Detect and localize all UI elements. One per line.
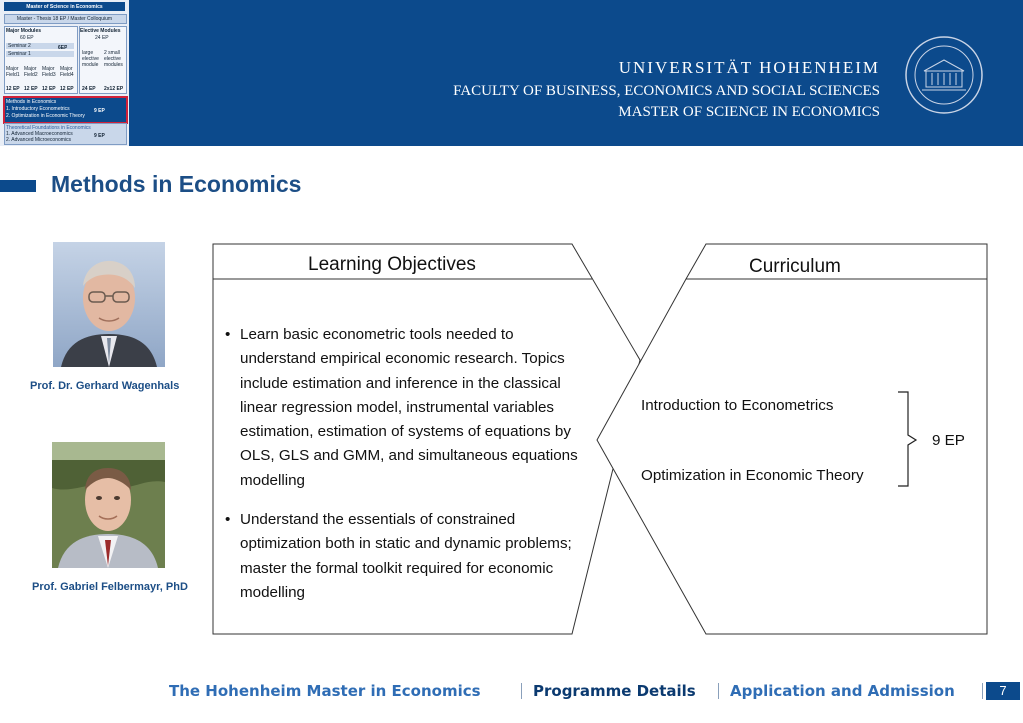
page-number: 7 — [986, 682, 1020, 700]
thumb-large-ep: 24 EP — [82, 86, 96, 92]
university-name: UNIVERSITÄT HOHENHEIM — [618, 58, 880, 77]
thumb-found-item-1: 1. Advanced Macroeconomics — [6, 131, 73, 137]
thumb-sem-ep: 6EP — [58, 45, 68, 51]
thumb-methods-item-1: 1. Introductory Econometrics — [6, 106, 70, 112]
curriculum-box — [597, 244, 987, 634]
thumb-field-ep-1: 12 EP — [6, 86, 20, 92]
nav-separator-3 — [982, 683, 983, 699]
nav-link-hohenheim-master[interactable]: The Hohenheim Master in Economics — [169, 682, 481, 700]
thumb-title: Master of Science in Economics — [26, 4, 103, 10]
thumb-found-ep: 9 EP — [94, 133, 105, 139]
page-title: Methods in Economics — [51, 171, 302, 197]
objective-item-1: • Learn basic econometric tools needed to understand empirical economic research. Topics include estimation and inference in the classical linear regression model, instrumental variables estimation, estimation of systems of equations by OLS, GLS and GMM, and simultaneous equations modelling — [223, 323, 593, 493]
curriculum-title: Curriculum — [749, 256, 841, 277]
thumb-field-ep-4: 12 EP — [60, 86, 74, 92]
thumb-field-2: Major Field2 — [24, 66, 38, 78]
thumb-elective-ep: 24 EP — [95, 35, 109, 41]
programme-name: MASTER OF SCIENCE IN ECONOMICS — [618, 104, 880, 120]
footer-nav — [0, 681, 1023, 701]
thumb-small-elective: 2 small elective modules — [104, 50, 123, 68]
nav-separator-2 — [718, 683, 719, 699]
professor-name-1: Prof. Dr. Gerhard Wagenhals — [30, 380, 180, 392]
thumb-major-ep: 60 EP — [20, 35, 34, 41]
nav-separator-1 — [521, 683, 522, 699]
thumb-seminar1: Seminar 1 — [8, 51, 31, 57]
thumb-small-ep: 2x12 EP — [104, 86, 124, 92]
thumb-elective-label: Elective Modules — [80, 28, 121, 34]
curriculum-credits: 9 EP — [932, 432, 965, 449]
thumb-thesis: Master - Thesis 18 EP / Master Colloquium — [16, 16, 113, 22]
thumb-field-3: Major Field3 — [42, 66, 56, 78]
curriculum-item-2: Optimization in Economic Theory — [641, 467, 864, 484]
professor-name-2: Prof. Gabriel Felbermayr, PhD — [32, 581, 188, 593]
thumb-found-title: Theoretical Foundations in Economics — [6, 125, 91, 131]
thumb-field-ep-2: 12 EP — [24, 86, 38, 92]
thumb-methods-item-2: 2. Optimization in Economic Theory — [6, 113, 85, 119]
thumb-found-item-2: 2. Advanced Microeconomics — [6, 137, 72, 143]
nav-link-programme-details[interactable]: Programme Details — [533, 682, 696, 700]
thumb-large-elective: large elective module — [82, 50, 99, 68]
thumb-methods-ep: 9 EP — [94, 108, 105, 114]
learning-objectives-list — [223, 323, 593, 620]
thumb-field-4: Major Field4 — [60, 66, 74, 78]
thumb-seminar2: Seminar 2 — [8, 43, 31, 49]
thumb-methods-title: Methods in Economics — [6, 99, 57, 105]
curriculum-item-1: Introduction to Econometrics — [641, 397, 834, 414]
thumb-field-1: Major Field1 — [6, 66, 20, 78]
thumb-field-ep-3: 12 EP — [42, 86, 56, 92]
thumb-major-label: Major Modules — [6, 28, 42, 34]
objective-item-2: • Understand the essentials of constrained optimization both in static and dynamic problems; master the formal toolkit required for economic modelling — [223, 508, 593, 605]
learning-objectives-title: Learning Objectives — [308, 254, 476, 275]
nav-link-application-admission[interactable]: Application and Admission — [730, 682, 955, 700]
faculty-name: FACULTY OF BUSINESS, ECONOMICS AND SOCIAL SCIENCES — [453, 83, 880, 99]
